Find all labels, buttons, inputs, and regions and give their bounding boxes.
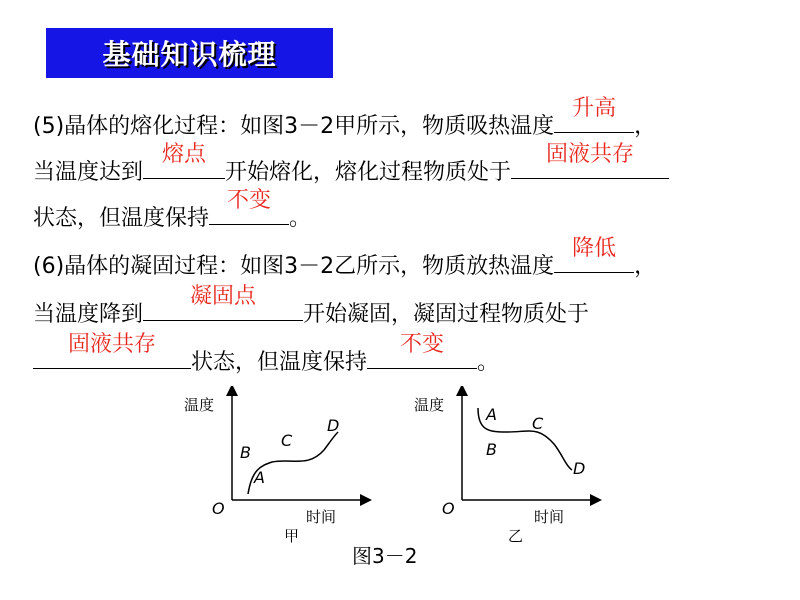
p6-text: (6)晶体的凝固过程：如图3－2乙所示，物质放热温度 [33,254,555,279]
p6-answer-constant: 不变 [400,332,445,357]
point-label-a: A [254,468,265,487]
p6-blank-freezing-point [143,284,303,321]
p6-line-3 [33,332,500,378]
p5-line-1 [33,96,657,142]
figure-melting-graph [180,386,380,546]
p6-line-1 [33,236,657,282]
p5-text: 开始熔化，熔化过程物质处于 [225,160,512,185]
point-label-a: A [486,405,497,424]
p6-blank-constant [367,332,477,369]
y-axis-label: 温度 [184,396,215,414]
figure-freezing-graph [410,386,610,546]
p5-blank-temperature [554,96,634,133]
point-label-c: C [281,431,293,450]
p6-answer-freezing-point: 凝固点 [190,284,257,309]
p5-text: (5)晶体的熔化过程：如图3－2甲所示，物质吸热温度 [33,114,555,139]
p6-text: 当温度降到 [33,302,144,327]
p6-answer-state: 固液共存 [67,332,156,357]
origin-label: O [442,499,455,518]
graph-caption: 甲 [284,527,300,545]
p5-line-3 [33,188,312,234]
point-label-b: B [240,443,251,462]
p5-text: 当温度达到 [33,160,144,185]
x-axis-label: 时间 [306,508,337,526]
p5-text: ， [634,114,657,139]
p5-blank-melting-point [143,142,225,179]
point-label-b: B [486,440,497,459]
p6-text: 状态，但温度保持 [191,350,368,375]
origin-label: O [212,499,225,518]
p5-line-2 [33,142,669,188]
graph-caption: 乙 [508,527,524,545]
section-title-banner: 基础知识梳理 [46,28,333,78]
p6-blank-temperature [554,236,634,273]
x-axis-label: 时间 [534,508,565,526]
p6-text: ， [634,254,657,279]
p5-text: 。 [289,206,312,231]
p6-line-2 [33,284,590,330]
p5-answer-state: 固液共存 [546,142,635,167]
figure-caption: 图3－2 [352,544,418,568]
p6-text: 开始凝固，凝固过程物质处于 [303,302,590,327]
p5-answer-constant: 不变 [227,188,272,213]
point-label-c: C [532,414,544,433]
point-label-d: D [573,459,586,478]
p5-answer-melting-point: 熔点 [162,142,207,167]
y-axis-label: 温度 [414,396,445,414]
p5-answer-rise: 升高 [572,96,617,121]
p5-text: 状态，但温度保持 [33,206,210,231]
point-label-d: D [327,416,340,435]
p5-blank-constant [209,188,289,225]
p5-blank-state [511,142,669,179]
p6-blank-state [33,332,191,369]
p6-text: 。 [477,350,500,375]
p6-answer-fall: 降低 [572,236,617,261]
